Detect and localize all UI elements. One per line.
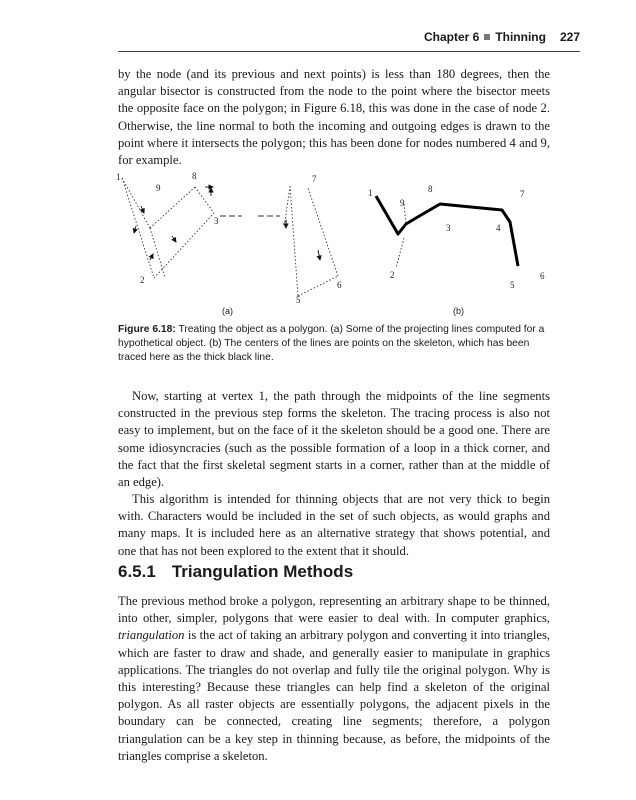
panel-a-arrows <box>134 187 320 260</box>
paragraph-4 <box>118 593 550 765</box>
caption-label: Figure 6.18: <box>118 324 176 335</box>
separator-square-icon <box>484 34 490 40</box>
subfigure-label-b: (b) <box>453 306 464 316</box>
chapter-label: Chapter 6 <box>423 30 480 44</box>
node-label: 5 <box>510 280 515 290</box>
figure-6-18 <box>110 166 560 336</box>
node-label: 4 <box>283 218 288 228</box>
node-label: 2 <box>140 275 145 285</box>
panel-a-polygon <box>122 178 338 296</box>
paragraph-intro: by the node (and its previous and next points) is less than 180 degrees, then the angular bisector is constructed from the node to the point where the bisector meets the opposite face on the polygon; in Figure 6.18, this was done in the case of node 2. Otherwise, the line normal to both the incoming and outgoing edges is drawn to the point where it intersects the polygon; this has been done for nodes numbered 4 and 9, for example. <box>118 67 550 168</box>
term-triangulation: triangulation <box>118 628 185 643</box>
paragraph-4-start: The previous method broke a polygon, representing an arbitrary shape to be thinned, into other, simpler, polygons that were easier to deal with. In computer graphics, <box>118 594 550 626</box>
paragraph-2: Now, starting at vertex 1, the path through the midpoints of the line segments constructed in the previous step forms the skeleton. The tracing process is also not easy to implement, but on the face of it the skeleton should be a good one. There are some idiosyncracies (such as the possible formation of a loop in a thick corner, and the fact that the first skeletal segment starts in a corner, rather than at the middle of an edge). <box>118 389 550 490</box>
panel-a-node-labels <box>116 171 342 305</box>
node-label: 7 <box>520 189 525 199</box>
node-label: 5 <box>296 295 301 305</box>
panel-b-node-labels <box>368 184 545 290</box>
node-label: 4 <box>496 223 501 233</box>
figure-caption <box>118 323 552 366</box>
node-label: 2 <box>390 270 395 280</box>
subfigure-label-a: (a) <box>222 306 233 316</box>
node-label: 8 <box>192 171 197 181</box>
panel-b-dotted-projections <box>396 204 518 268</box>
chapter-title: Thinning <box>495 30 546 44</box>
section-heading <box>118 562 353 582</box>
caption-text: Treating the object as a polygon. (a) Some of the projecting lines computed for a hypothetical object. (b) The centers of the lines are points on the skeleton, which has been traced here as the thick black line. <box>118 324 545 364</box>
section-title: Triangulation Methods <box>171 562 354 581</box>
paragraph-4-rest: is the act of taking an arbitrary polygon and converting it into triangles, which are faster to draw and shade, and generally easier to manipulate in graphics applications. The triangles do not overlap and fully tile the original polygon. Why is this interesting? Because these triangles can help find a skeleton of the original polygon. As all raster objects are essentially polygons, the adjacent pixels in the boundary can be connected, creating line segments; therefore, a polygon triangulation can be a key step in thinning because, as before, the midpoints of the triangles comprise a skeleton. <box>118 628 550 763</box>
running-head <box>118 30 580 52</box>
figure-diagram <box>110 166 560 336</box>
node-label: 9 <box>156 183 161 193</box>
page-number: 227 <box>559 30 580 44</box>
node-label: 6 <box>540 271 545 281</box>
node-label: 1 <box>116 172 121 182</box>
node-label: 1 <box>368 188 373 198</box>
section-number: 6.5.1 <box>118 562 156 581</box>
node-label: 3 <box>446 223 451 233</box>
node-label: 8 <box>428 184 433 194</box>
paragraph-3: This algorithm is intended for thinning objects that are not very thick to begin with. Characters would be included in the set of such objects, as would graphs and many maps. It is included here as an alternative strategy that shows potential, and one that has not been explored to the extent that it should. <box>118 492 550 558</box>
node-label: 9 <box>400 198 405 208</box>
node-label: 6 <box>337 280 342 290</box>
node-label: 7 <box>312 174 317 184</box>
node-label: 3 <box>214 216 219 226</box>
